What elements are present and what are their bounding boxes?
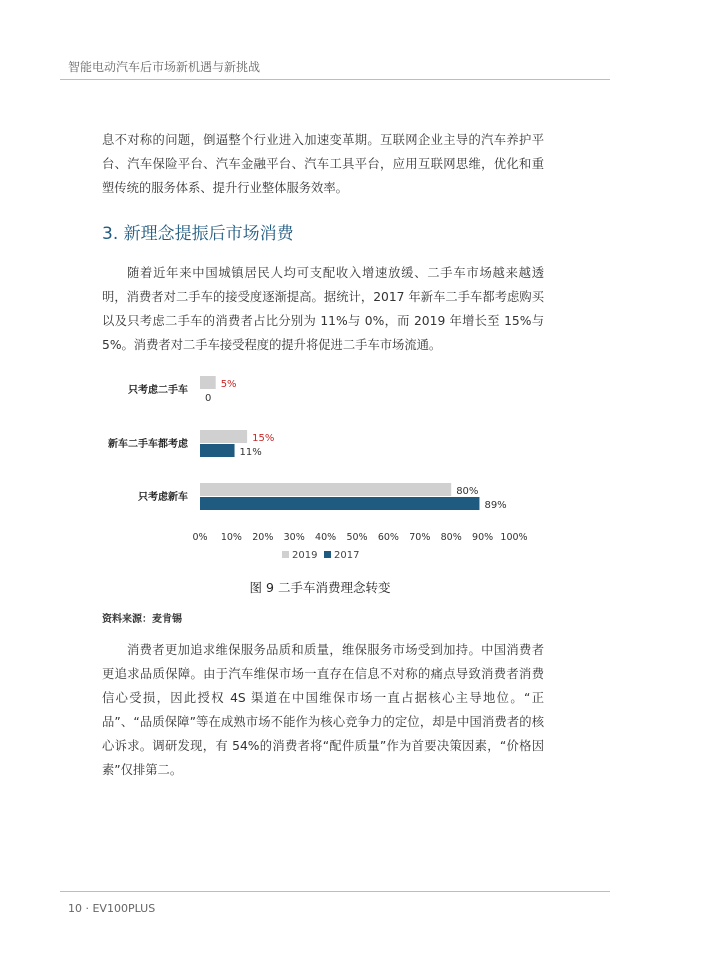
x-tick-label: 80% <box>440 532 462 543</box>
legend-label: 2017 <box>334 550 360 561</box>
bar-2019 <box>200 376 216 389</box>
bar-2019 <box>200 483 451 496</box>
data-label: 15% <box>252 433 275 444</box>
x-tick-label: 100% <box>500 532 528 543</box>
legend-swatch-2019 <box>282 551 289 558</box>
x-tick-label: 10% <box>220 532 242 543</box>
body-paragraph-1: 息不对称的问题，倒逼整个行业进入加速变革期。互联网企业主导的汽车养护平台、汽车保险平台、汽车金融平台、汽车工具平台，应用互联网思维，优化和重塑传统的服务体系、提升行业整体服务效率。 <box>102 133 544 195</box>
header-divider <box>60 79 610 80</box>
section-heading: 3. 新理念提振后市场消费 <box>102 224 294 244</box>
x-tick-label: 20% <box>252 532 274 543</box>
bar-2017 <box>200 444 235 457</box>
category-label: 只考虑新车 <box>138 492 188 503</box>
page-footer: 10 · EV100PLUS <box>68 902 156 915</box>
category-label: 只考虑二手车 <box>128 385 188 396</box>
data-label: 11% <box>239 447 262 458</box>
x-tick-label: 70% <box>409 532 431 543</box>
data-label: 80% <box>456 486 479 497</box>
category-label: 新车二手车都考虑 <box>108 439 188 450</box>
data-label: 0 <box>205 393 212 404</box>
legend-swatch-2017 <box>324 551 331 558</box>
legend-label: 2019 <box>292 550 318 561</box>
x-tick-label: 50% <box>346 532 368 543</box>
x-tick-label: 40% <box>315 532 337 543</box>
running-header: 智能电动汽车后市场新机遇与新挑战 <box>68 60 261 74</box>
consumer-preference-bar-chart <box>100 368 540 568</box>
data-label: 89% <box>484 500 507 511</box>
data-label: 5% <box>220 379 237 390</box>
figure-caption: 图 9 二手车消费理念转变 <box>249 580 391 595</box>
x-tick-label: 90% <box>472 532 494 543</box>
body-paragraph-2: 随着近年来中国城镇居民人均可支配收入增速放缓、二手车市场越来越透明，消费者对二手车的接受度逐渐提高。据统计，2017 年新车二手车都考虑购买以及只考虑二手车的消费者占比分别为 11%与 0%，而 2019 年增长至 15%与 5%。消费者对二手车接受程度的提升将促进二手车市场流通。 <box>102 266 544 352</box>
footer-divider <box>60 891 610 892</box>
body-paragraph-3: 消费者更加追求维保服务品质和质量，维保服务市场受到加持。中国消费者更追求品质保障。由于汽车维保市场一直存在信息不对称的痛点导致消费者消费信心受损，因此授权 4S 渠道在中国维保市场一直占据核心主导地位。“正品”、“品质保障”等在成熟市场不能作为核心竞争力的定位，却是中国消费者的核心诉求。调研发现，有 54%的消费者将“配件质量”作为首要决策因素，“价格因素”仅排第二。 <box>102 643 544 777</box>
source-note: 资料来源：麦肯锡 <box>102 614 182 625</box>
bar-2019 <box>200 430 247 443</box>
x-tick-label: 60% <box>377 532 399 543</box>
x-tick-label: 0% <box>192 532 208 543</box>
bar-2017 <box>200 497 479 510</box>
x-tick-label: 30% <box>283 532 305 543</box>
